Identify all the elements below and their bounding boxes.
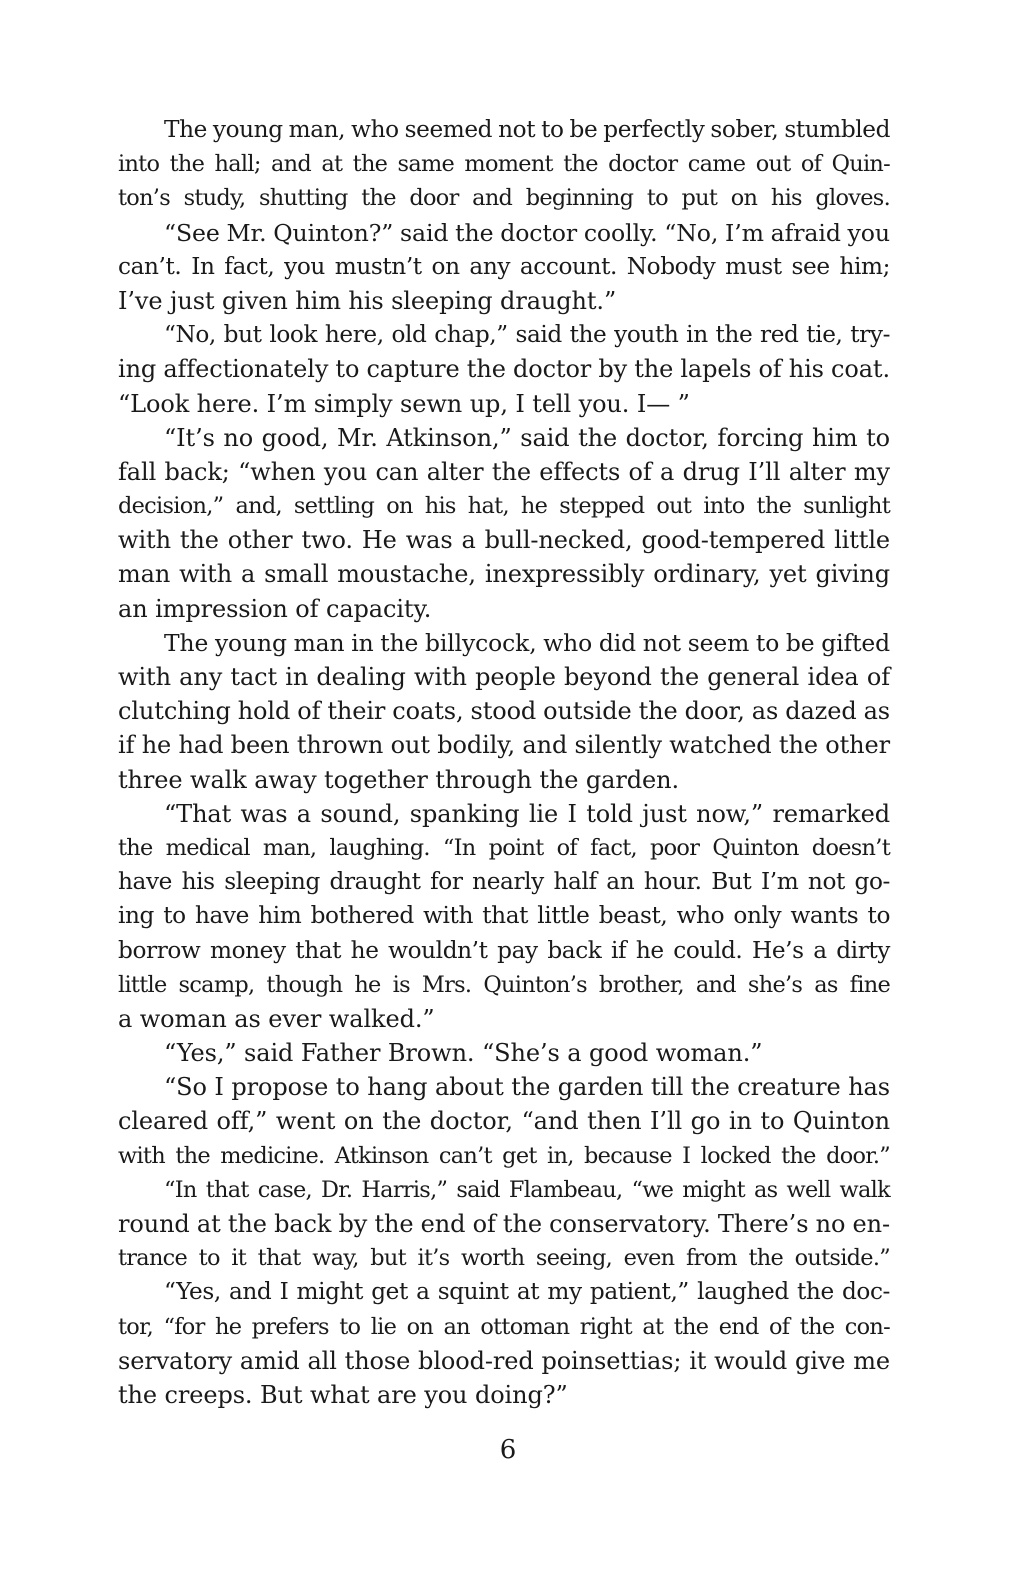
text-line: “Yes, and I might get a squint at my patient,” laughed the doc- — [164, 1278, 890, 1306]
text-line: ton’s study, shutting the door and beginning to put on his gloves. — [118, 185, 890, 212]
text-line: “Look here. I’m simply sewn up, I tell you. I— ” — [118, 389, 690, 418]
text-line: The young man in the billycock, who did not seem to be gifted — [164, 628, 890, 657]
text-line: tor, “for he prefers to lie on an ottoman right at the end of the con- — [118, 1313, 890, 1340]
text-line: decision,” and, settling on his hat, he stepped out into the sunlight — [118, 493, 890, 520]
text-line: fall back; “when you can alter the effects of a drug I’ll alter my — [118, 457, 890, 486]
text-line: The young man, who seemed not to be perfectly sober, stumbled — [164, 116, 891, 143]
text-line: with any tact in dealing with people beyond the general idea of — [118, 663, 890, 691]
text-line: I’ve just given him his sleeping draught.” — [118, 286, 617, 315]
text-line: “Yes,” said Father Brown. “She’s a good woman.” — [164, 1039, 763, 1068]
text-line: an impression of capacity. — [118, 594, 432, 623]
text-line: “That was a sound, spanking lie I told just now,” remarked — [164, 799, 890, 828]
text-line: “No, but look here, old chap,” said the youth in the red tie, try- — [164, 321, 890, 349]
text-line: clutching hold of their coats, stood outside the door, as dazed as — [118, 697, 890, 726]
text-line: a woman as ever walked.” — [118, 1004, 435, 1033]
text-line: the medical man, laughing. “In point of fact, poor Quinton doesn’t — [118, 834, 890, 861]
book-page-text — [118, 113, 890, 1412]
text-line: with the medicine. Atkinson can’t get in, because I locked the door.” — [118, 1142, 890, 1169]
page-number: 6 — [499, 1435, 517, 1465]
text-line: cleared off,” went on the doctor, “and then I’ll go in to Quinton — [118, 1107, 890, 1136]
text-line: trance to it that way, but it’s worth seeing, even from the outside.” — [118, 1245, 890, 1272]
text-line: can’t. In fact, you mustn’t on any account. Nobody must see him; — [118, 252, 890, 280]
text-line: ing to have him bothered with that little beast, who only wants to — [118, 902, 890, 930]
text-line: with the other two. He was a bull-necked, good-tempered little — [118, 526, 890, 555]
text-line: “In that case, Dr. Harris,” said Flambeau, “we might as well walk — [164, 1176, 890, 1203]
text-line: into the hall; and at the same moment the doctor came out of Quin- — [118, 151, 890, 178]
text-line: the creeps. But what are you doing?” — [118, 1380, 568, 1409]
text-line: round at the back by the end of the conservatory. There’s no en- — [118, 1210, 890, 1238]
text-line: servatory amid all those blood-red poinsettias; it would give me — [118, 1346, 890, 1375]
text-line: borrow money that he wouldn’t pay back if he could. He’s a dirty — [118, 936, 890, 964]
text-line: have his sleeping draught for nearly half an hour. But I’m not go- — [118, 868, 890, 896]
text-line: man with a small moustache, inexpressibly ordinary, yet giving — [118, 560, 890, 589]
text-line: little scamp, though he is Mrs. Quinton’s brother, and she’s as fine — [118, 971, 890, 998]
text-line: three walk away together through the garden. — [118, 765, 679, 794]
text-line: “So I propose to hang about the garden till the creature has — [164, 1073, 890, 1102]
text-line: “It’s no good, Mr. Atkinson,” said the doctor, forcing him to — [164, 423, 890, 452]
text-line: “See Mr. Quinton?” said the doctor coolly. “No, I’m afraid you — [164, 218, 890, 247]
text-line: if he had been thrown out bodily, and silently watched the other — [118, 731, 890, 760]
text-line: ing affectionately to capture the doctor by the lapels of his coat. — [118, 355, 890, 384]
